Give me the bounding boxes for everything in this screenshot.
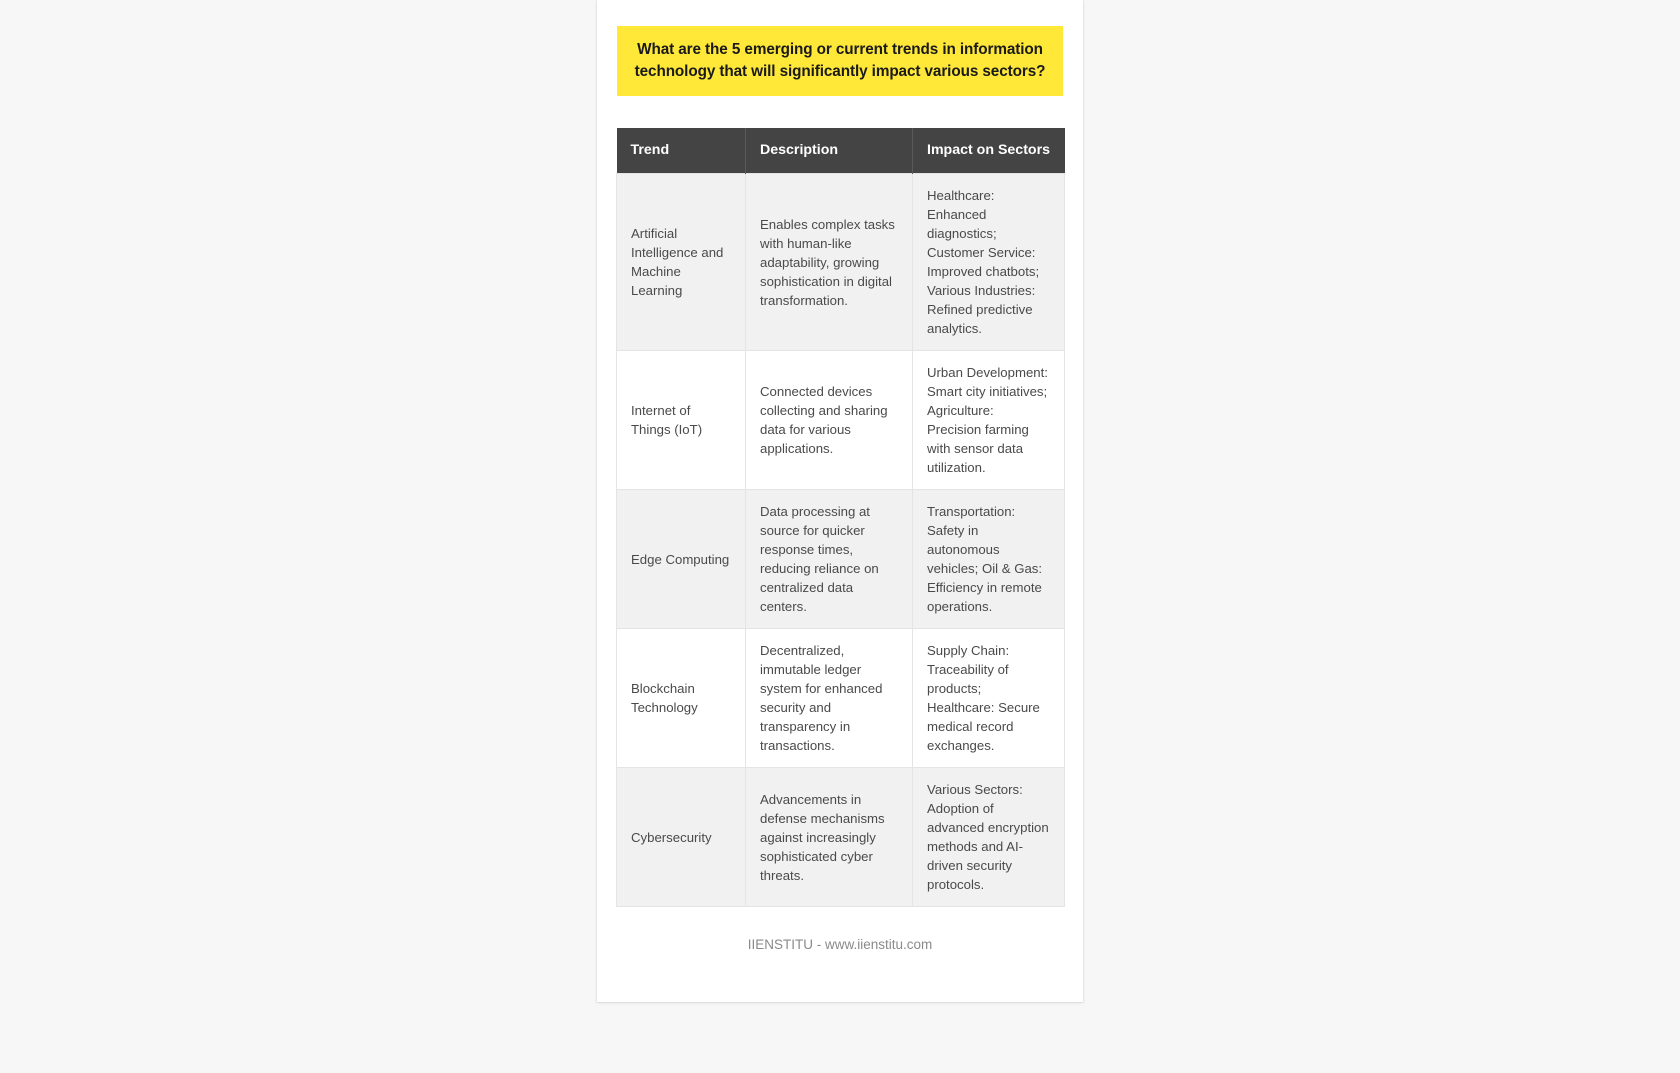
- trends-table: [616, 128, 1065, 907]
- cell-impact: Various Sectors: Adoption of advanced encryption methods and AI-driven security protocols.: [913, 768, 1065, 907]
- cell-description: Decentralized, immutable ledger system for enhanced security and transparency in transactions.: [746, 629, 913, 768]
- footer-attribution: IIENSTITU - www.iienstitu.com: [747, 937, 933, 953]
- cell-trend: Artificial Intelligence and Machine Learning: [617, 174, 746, 351]
- cell-description: Advancements in defense mechanisms against increasingly sophisticated cyber threats.: [746, 768, 913, 907]
- table-row: [617, 490, 1065, 629]
- cell-impact: Urban Development: Smart city initiatives; Agriculture: Precision farming with sensor data utilization.: [913, 351, 1065, 490]
- cell-description: Data processing at source for quicker response times, reducing reliance on centralized data centers.: [746, 490, 913, 629]
- table-row: [617, 768, 1065, 907]
- table-row: [617, 351, 1065, 490]
- table-row: [617, 174, 1065, 351]
- column-header-impact: Impact on Sectors: [913, 128, 1065, 174]
- question-banner: What are the 5 emerging or current trends in information technology that will significantly impact various sectors?: [617, 26, 1063, 96]
- cell-description: Connected devices collecting and sharing data for various applications.: [746, 351, 913, 490]
- cell-impact: Healthcare: Enhanced diagnostics; Customer Service: Improved chatbots; Various Industries: Refined predictive analytics.: [913, 174, 1065, 351]
- table-row: [617, 629, 1065, 768]
- table-header-row: [617, 128, 1065, 174]
- cell-impact: Transportation: Safety in autonomous vehicles; Oil & Gas: Efficiency in remote operations.: [913, 490, 1065, 629]
- column-header-trend: Trend: [617, 128, 746, 174]
- column-header-description: Description: [746, 128, 913, 174]
- table-body: [617, 174, 1065, 907]
- table-header: [617, 128, 1065, 174]
- content-card: [597, 0, 1083, 1002]
- cell-trend: Edge Computing: [617, 490, 746, 629]
- cell-impact: Supply Chain: Traceability of products; Healthcare: Secure medical record exchanges.: [913, 629, 1065, 768]
- cell-description: Enables complex tasks with human-like adaptability, growing sophistication in digital transformation.: [746, 174, 913, 351]
- table-container: [616, 128, 1064, 907]
- cell-trend: Blockchain Technology: [617, 629, 746, 768]
- cell-trend: Internet of Things (IoT): [617, 351, 746, 490]
- cell-trend: Cybersecurity: [617, 768, 746, 907]
